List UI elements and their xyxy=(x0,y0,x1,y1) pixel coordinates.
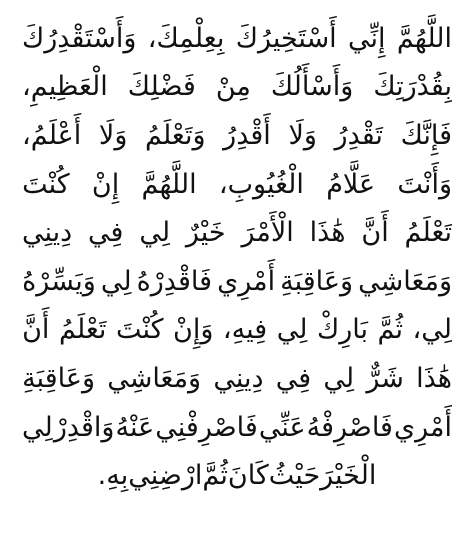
text-line xyxy=(22,451,452,500)
word: بِهِ. xyxy=(97,460,129,492)
word: الْأَمْرَ xyxy=(241,217,294,249)
word: أَسْتَخِيرُكَ xyxy=(235,22,337,54)
word: أَنَّ xyxy=(361,217,389,249)
word: كَانَ xyxy=(227,460,269,492)
word: وَمَعَاشِي xyxy=(107,362,202,394)
text-line xyxy=(22,306,452,355)
word: دِينِي xyxy=(213,362,264,394)
word: تَعْلَمُ xyxy=(404,217,452,249)
word: عَنْهُ xyxy=(115,411,155,443)
word: أَمْرِي xyxy=(217,265,276,297)
text-line xyxy=(22,160,452,209)
word: حَيْثُ xyxy=(268,460,321,492)
word: دِينِي xyxy=(22,217,73,249)
text-line xyxy=(22,354,452,403)
word: فَاصْرِفْهُ xyxy=(306,411,393,443)
text-line xyxy=(22,63,452,112)
word: وَعَاقِبَةِ xyxy=(280,265,354,297)
word: وَاقْدِرْ xyxy=(53,411,115,443)
word: خَيْرٌ xyxy=(185,217,226,249)
word: لِي xyxy=(323,362,355,394)
word: أَمْرِي xyxy=(394,411,452,443)
word: بِعِلْمِكَ، xyxy=(147,22,225,54)
word: وَيَسِّرْهُ xyxy=(22,265,96,297)
word: اللَّهُمَّ xyxy=(141,168,197,200)
word: الْغُيُوبِ، xyxy=(218,168,304,200)
word: فَضْلِكَ xyxy=(127,71,196,103)
word: شَرٌّ xyxy=(366,362,404,394)
word: عَلَّامُ xyxy=(326,168,376,200)
text-line xyxy=(22,208,452,257)
word: لِي، xyxy=(412,314,452,346)
word: لِي xyxy=(100,265,132,297)
word: لِي xyxy=(276,314,308,346)
word: إِنِّي xyxy=(348,22,386,54)
text-line xyxy=(22,403,452,452)
word: أَعْلَمُ، xyxy=(22,119,82,151)
word: وَأَسْأَلُكَ xyxy=(270,71,354,103)
word: أَقْدِرُ xyxy=(223,119,271,151)
word: إِنْ xyxy=(91,168,120,200)
word: فَإِنَّكَ xyxy=(400,119,452,151)
word: فَاقْدِرْهُ xyxy=(136,265,213,297)
word: كُنْتَ xyxy=(115,314,164,346)
word: كُنْتَ xyxy=(22,168,70,200)
word: وَمَعَاشِي xyxy=(358,265,452,297)
word: وَأَسْتَقْدِرُكَ xyxy=(22,22,137,54)
word: وَلَا xyxy=(288,119,317,151)
word: هَٰذَا xyxy=(416,362,452,394)
word: اللَّهُمَّ xyxy=(396,22,452,54)
word: الْعَظِيمِ، xyxy=(22,71,108,103)
word: وَتَعْلَمُ xyxy=(145,119,206,151)
word: فِيهِ، xyxy=(222,314,268,346)
word: عَنِّي xyxy=(258,411,306,443)
word: بِقُدْرَتِكَ xyxy=(373,71,452,103)
word: وَإِنْ xyxy=(173,314,214,346)
text-line xyxy=(22,111,452,160)
word: الْخَيْرَ xyxy=(320,460,377,492)
word: فِي xyxy=(275,362,312,394)
word: بَارِكْ xyxy=(316,314,368,346)
word: فِي xyxy=(88,217,124,249)
word: مِنْ xyxy=(215,71,251,103)
text-line xyxy=(22,14,452,63)
word: لِي xyxy=(22,411,53,443)
word: تَعْلَمُ xyxy=(58,314,107,346)
word: هَٰذَا xyxy=(309,217,346,249)
word: وَلَا xyxy=(98,119,128,151)
word: ثُمَّ xyxy=(202,460,228,492)
text-line xyxy=(22,257,452,306)
word: أَنَّ xyxy=(22,314,50,346)
word: وَعَاقِبَةِ xyxy=(22,362,95,394)
word: تَقْدِرُ xyxy=(334,119,383,151)
word: لِي xyxy=(139,217,171,249)
word: ارْضِنِي xyxy=(128,460,203,492)
word: فَاصْرِفْنِي xyxy=(155,411,258,443)
word: ثُمَّ xyxy=(377,314,404,346)
dua-text-block xyxy=(22,14,452,500)
word: وَأَنْتَ xyxy=(397,168,452,200)
